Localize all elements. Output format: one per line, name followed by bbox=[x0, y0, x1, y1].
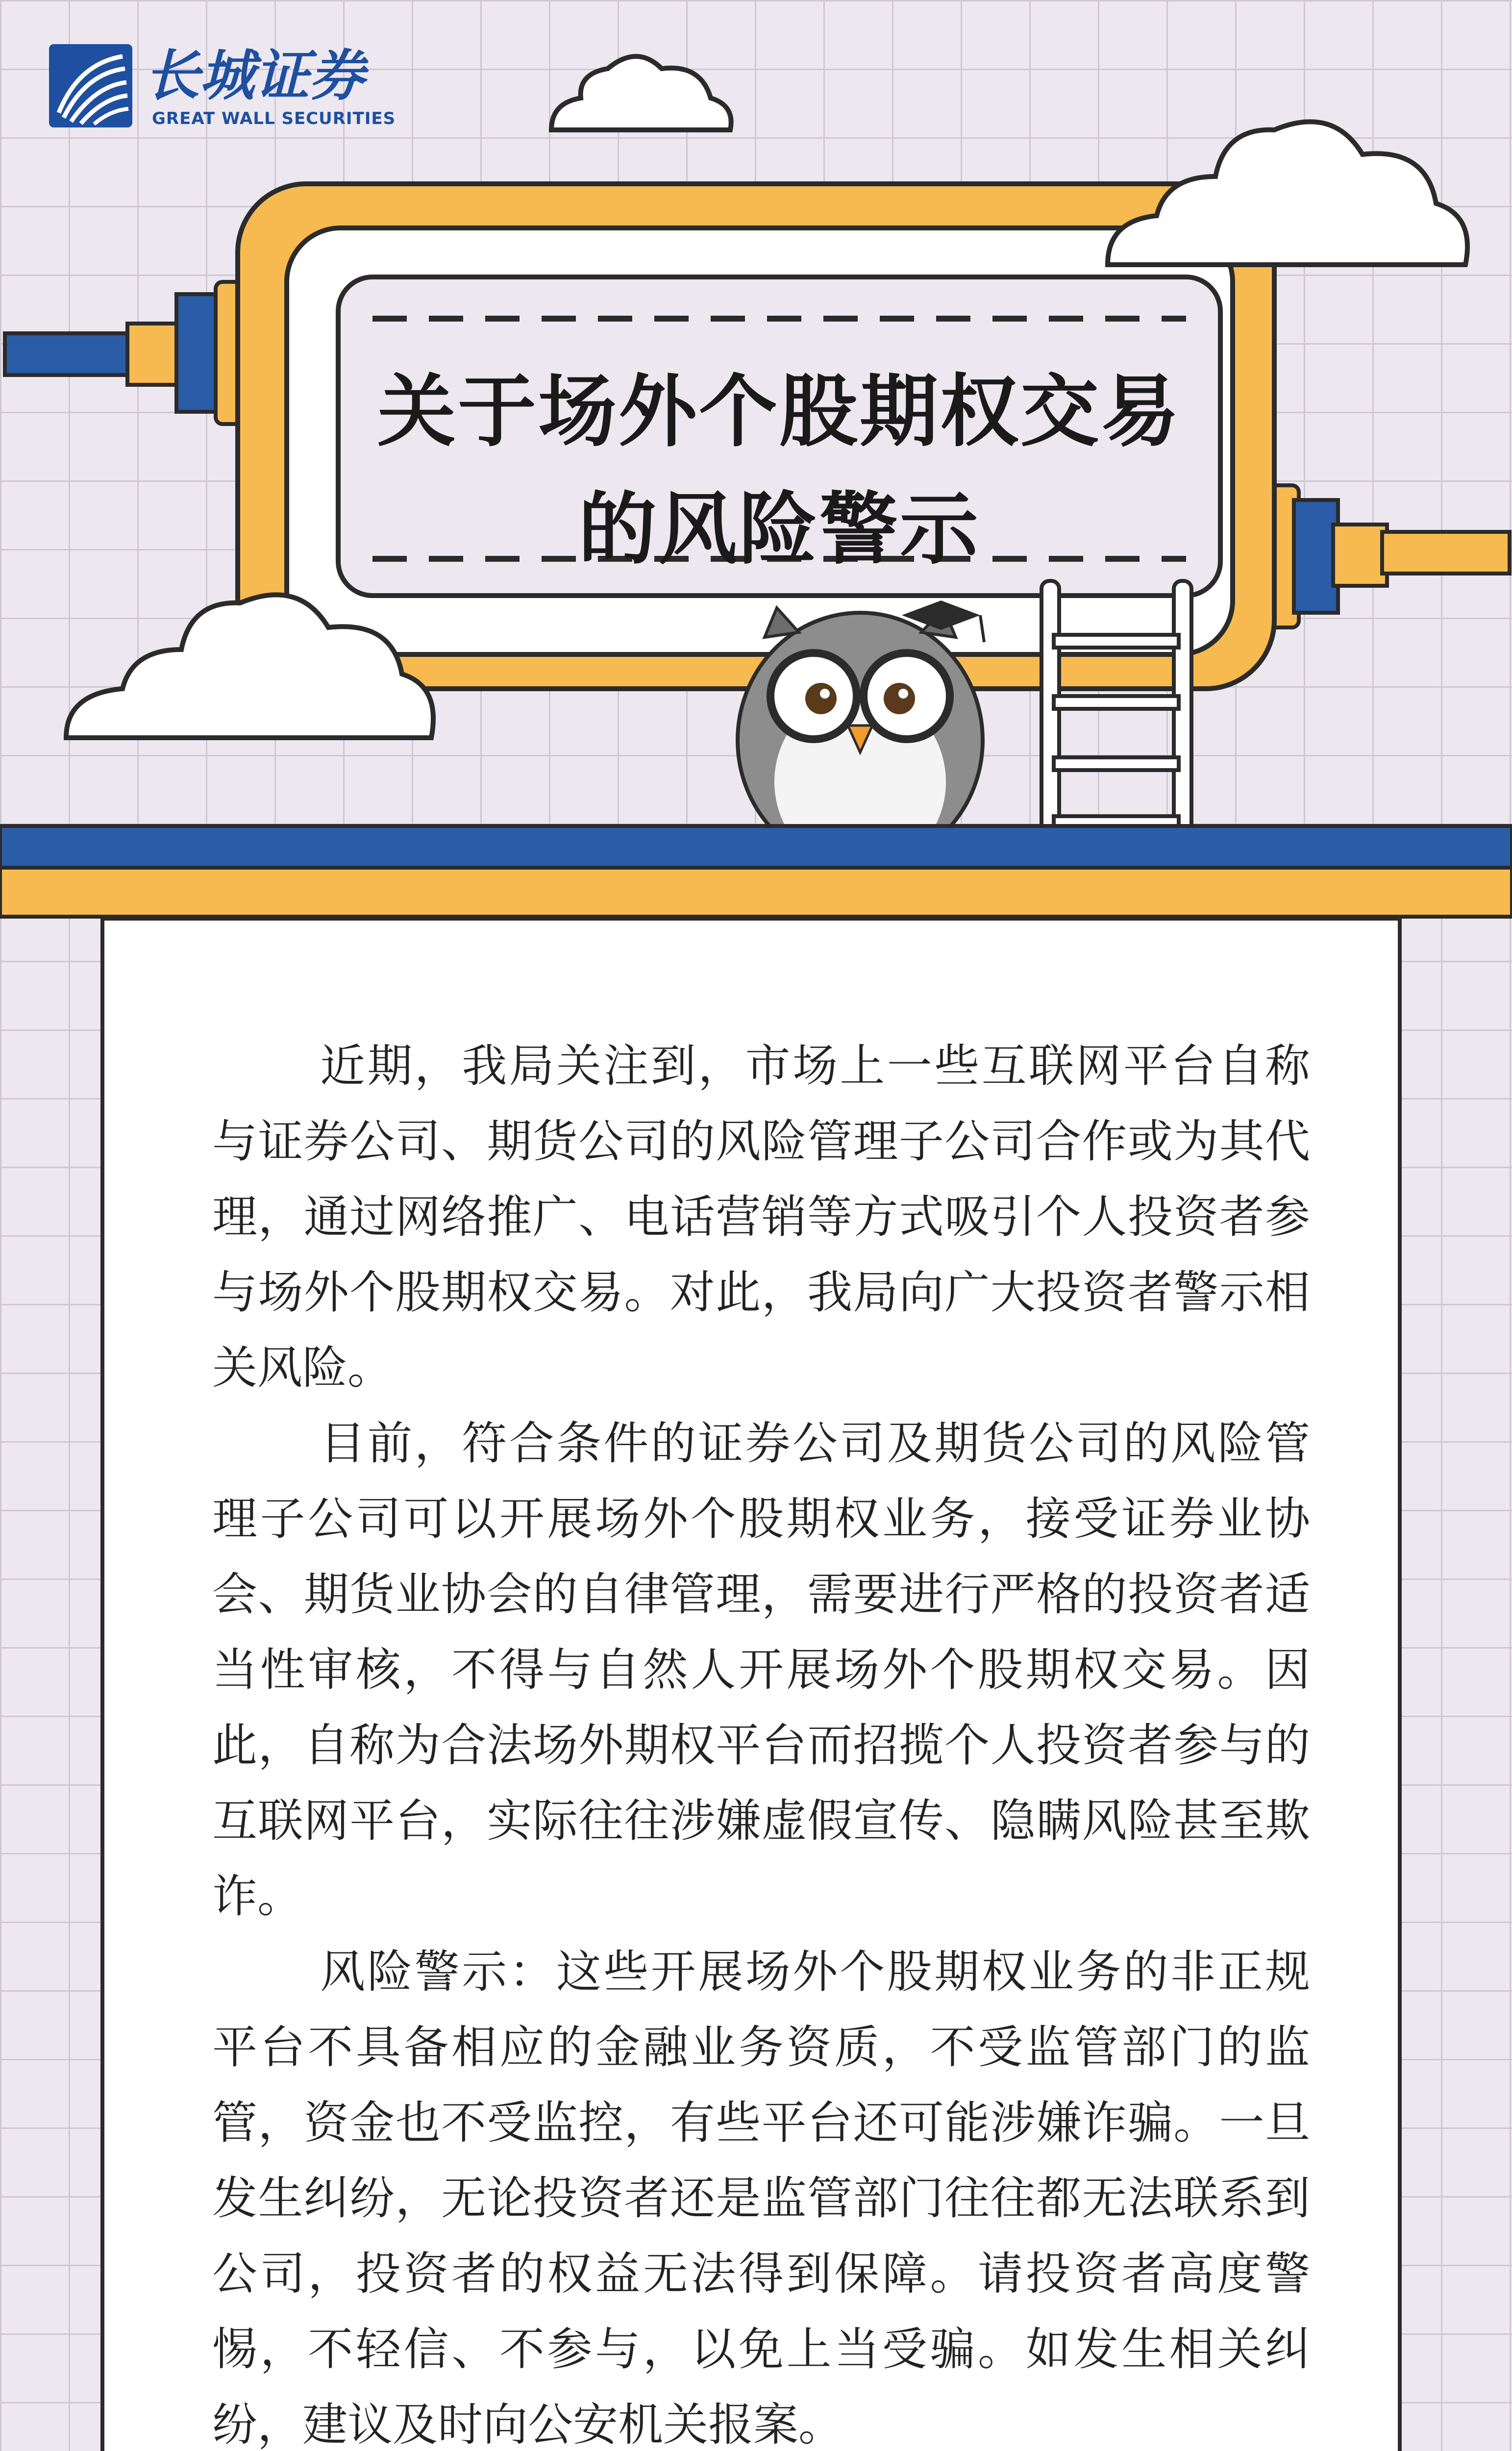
left-pipe-icon bbox=[5, 282, 245, 424]
article-paragraph: 近期，我局关注到，市场上一些互联网平台自称与证券公司、期货公司的风险管理子公司合作或为其代理，通过网络推广、电话营销等方式吸引个人投资者参与场外个股期权交易。对此，我局向广大投资者警示相关风险。 bbox=[212, 1040, 1310, 1394]
article-paragraph: 目前，符合条件的证券公司及期货公司的风险管理子公司可以开展场外个股期权业务，接受证券业协会、期货业协会的自律管理，需要进行严格的投资者适当性审核，不得与自然人开展场外个股期权交易。因此，自称为合法场外期权平台而招揽个人投资者参与的互联网平台，实际往往涉嫌虚假宣传、隐瞒风险甚至欺诈。 bbox=[212, 1417, 1310, 1923]
cloud-icon bbox=[551, 56, 731, 130]
title-line-1: 关于场外个股期权交易 bbox=[377, 366, 1181, 457]
right-pipe-icon bbox=[1269, 485, 1510, 627]
brand-name-cn: 长城证券 bbox=[145, 44, 364, 108]
article-card bbox=[100, 917, 1402, 2451]
article-paragraph: 风险警示：这些开展场外个股期权业务的非正规平台不具备相应的金融业务资质，不受监管部门的监管，资金也不受监控，有些平台还可能涉嫌诈骗。一旦发生纠纷，无论投资者还是监管部门往往都无法联系到公司，投资者的权益无法得到保障。请投资者高度警惕，不轻信、不参与，以免上当受骗。如发生相关纠纷，建议及时向公安机关报案。 bbox=[212, 1946, 1310, 2451]
brand-name-en: GREAT WALL SECURITIES bbox=[152, 109, 396, 128]
title-panel bbox=[338, 277, 1220, 596]
article-body bbox=[212, 1028, 1310, 2451]
page-title bbox=[338, 353, 1220, 588]
title-line-2: 的风险警示 bbox=[578, 483, 980, 575]
